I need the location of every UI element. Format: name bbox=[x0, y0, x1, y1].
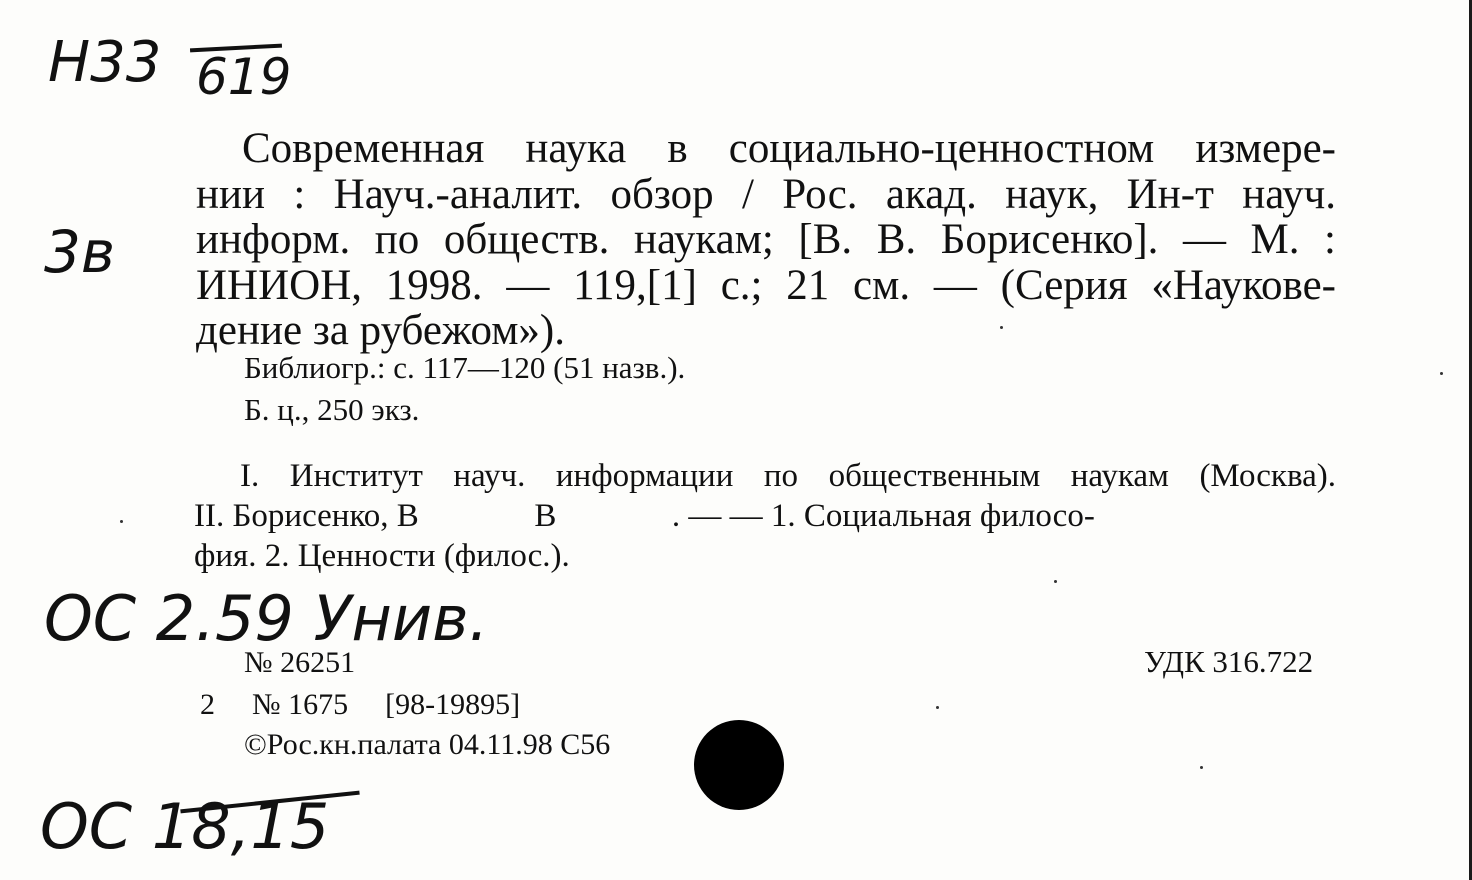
udk-code: УДК 316.722 bbox=[1144, 644, 1314, 679]
scan-speck bbox=[936, 706, 939, 709]
handwritten-margin-mark: 3в bbox=[44, 218, 116, 286]
bibliographic-entry bbox=[196, 126, 1336, 354]
scan-speck bbox=[1200, 766, 1203, 769]
inventory-prefix: 2 bbox=[200, 688, 215, 721]
entry-line-4: ИНИОН, 1998. — 119,[1] с.; 21 см. — (Серия «Наукове- bbox=[196, 261, 1336, 309]
price-note: Б. ц., 250 экз. bbox=[244, 392, 420, 427]
handwritten-note-top: ОС 2.59 Унив. bbox=[44, 582, 489, 655]
inventory-number: № 26251 bbox=[244, 646, 356, 679]
punch-hole bbox=[694, 720, 784, 810]
book-chamber-stamp: ©Рос.кн.палата 04.11.98 С56 bbox=[244, 728, 611, 761]
tracing-line-3: фия. 2. Ценности (филос.). bbox=[194, 538, 570, 574]
scan-speck bbox=[1054, 580, 1057, 583]
handwritten-shelf-number: 619 bbox=[196, 48, 292, 106]
entry-line-5: дение за рубежом»). bbox=[196, 307, 566, 354]
scan-speck bbox=[1000, 326, 1003, 329]
entry-line-1: Современная наука в социально-ценностном измере- bbox=[242, 125, 1336, 172]
entry-line-2: нии : Науч.-аналит. обзор / Рос. акад. наук, Ин-т науч. bbox=[196, 170, 1336, 218]
scan-speck bbox=[120, 520, 123, 523]
tracing-line-1: I. Институт науч. информации по общественным наукам (Москва). bbox=[240, 458, 1336, 494]
handwritten-note-bottom: ОС 18,15 bbox=[40, 790, 330, 863]
tracing-line-2: II. Борисенко, В В . — — 1. Социальная филосо- bbox=[194, 498, 1095, 534]
bibliography-note: Библиогр.: с. 117—120 (51 назв.). bbox=[244, 350, 686, 385]
inventory-code: [98-19895] bbox=[385, 688, 521, 721]
handwritten-shelf-mark: Н33 bbox=[48, 30, 162, 95]
entry-line-3: информ. по обществ. наукам; [В. В. Борисенко]. — М. : bbox=[196, 216, 1336, 263]
inventory-line-2 bbox=[200, 688, 520, 722]
inventory-number-2: № 1675 bbox=[252, 688, 349, 721]
scan-speck bbox=[1440, 372, 1443, 375]
tracings bbox=[194, 456, 1336, 576]
